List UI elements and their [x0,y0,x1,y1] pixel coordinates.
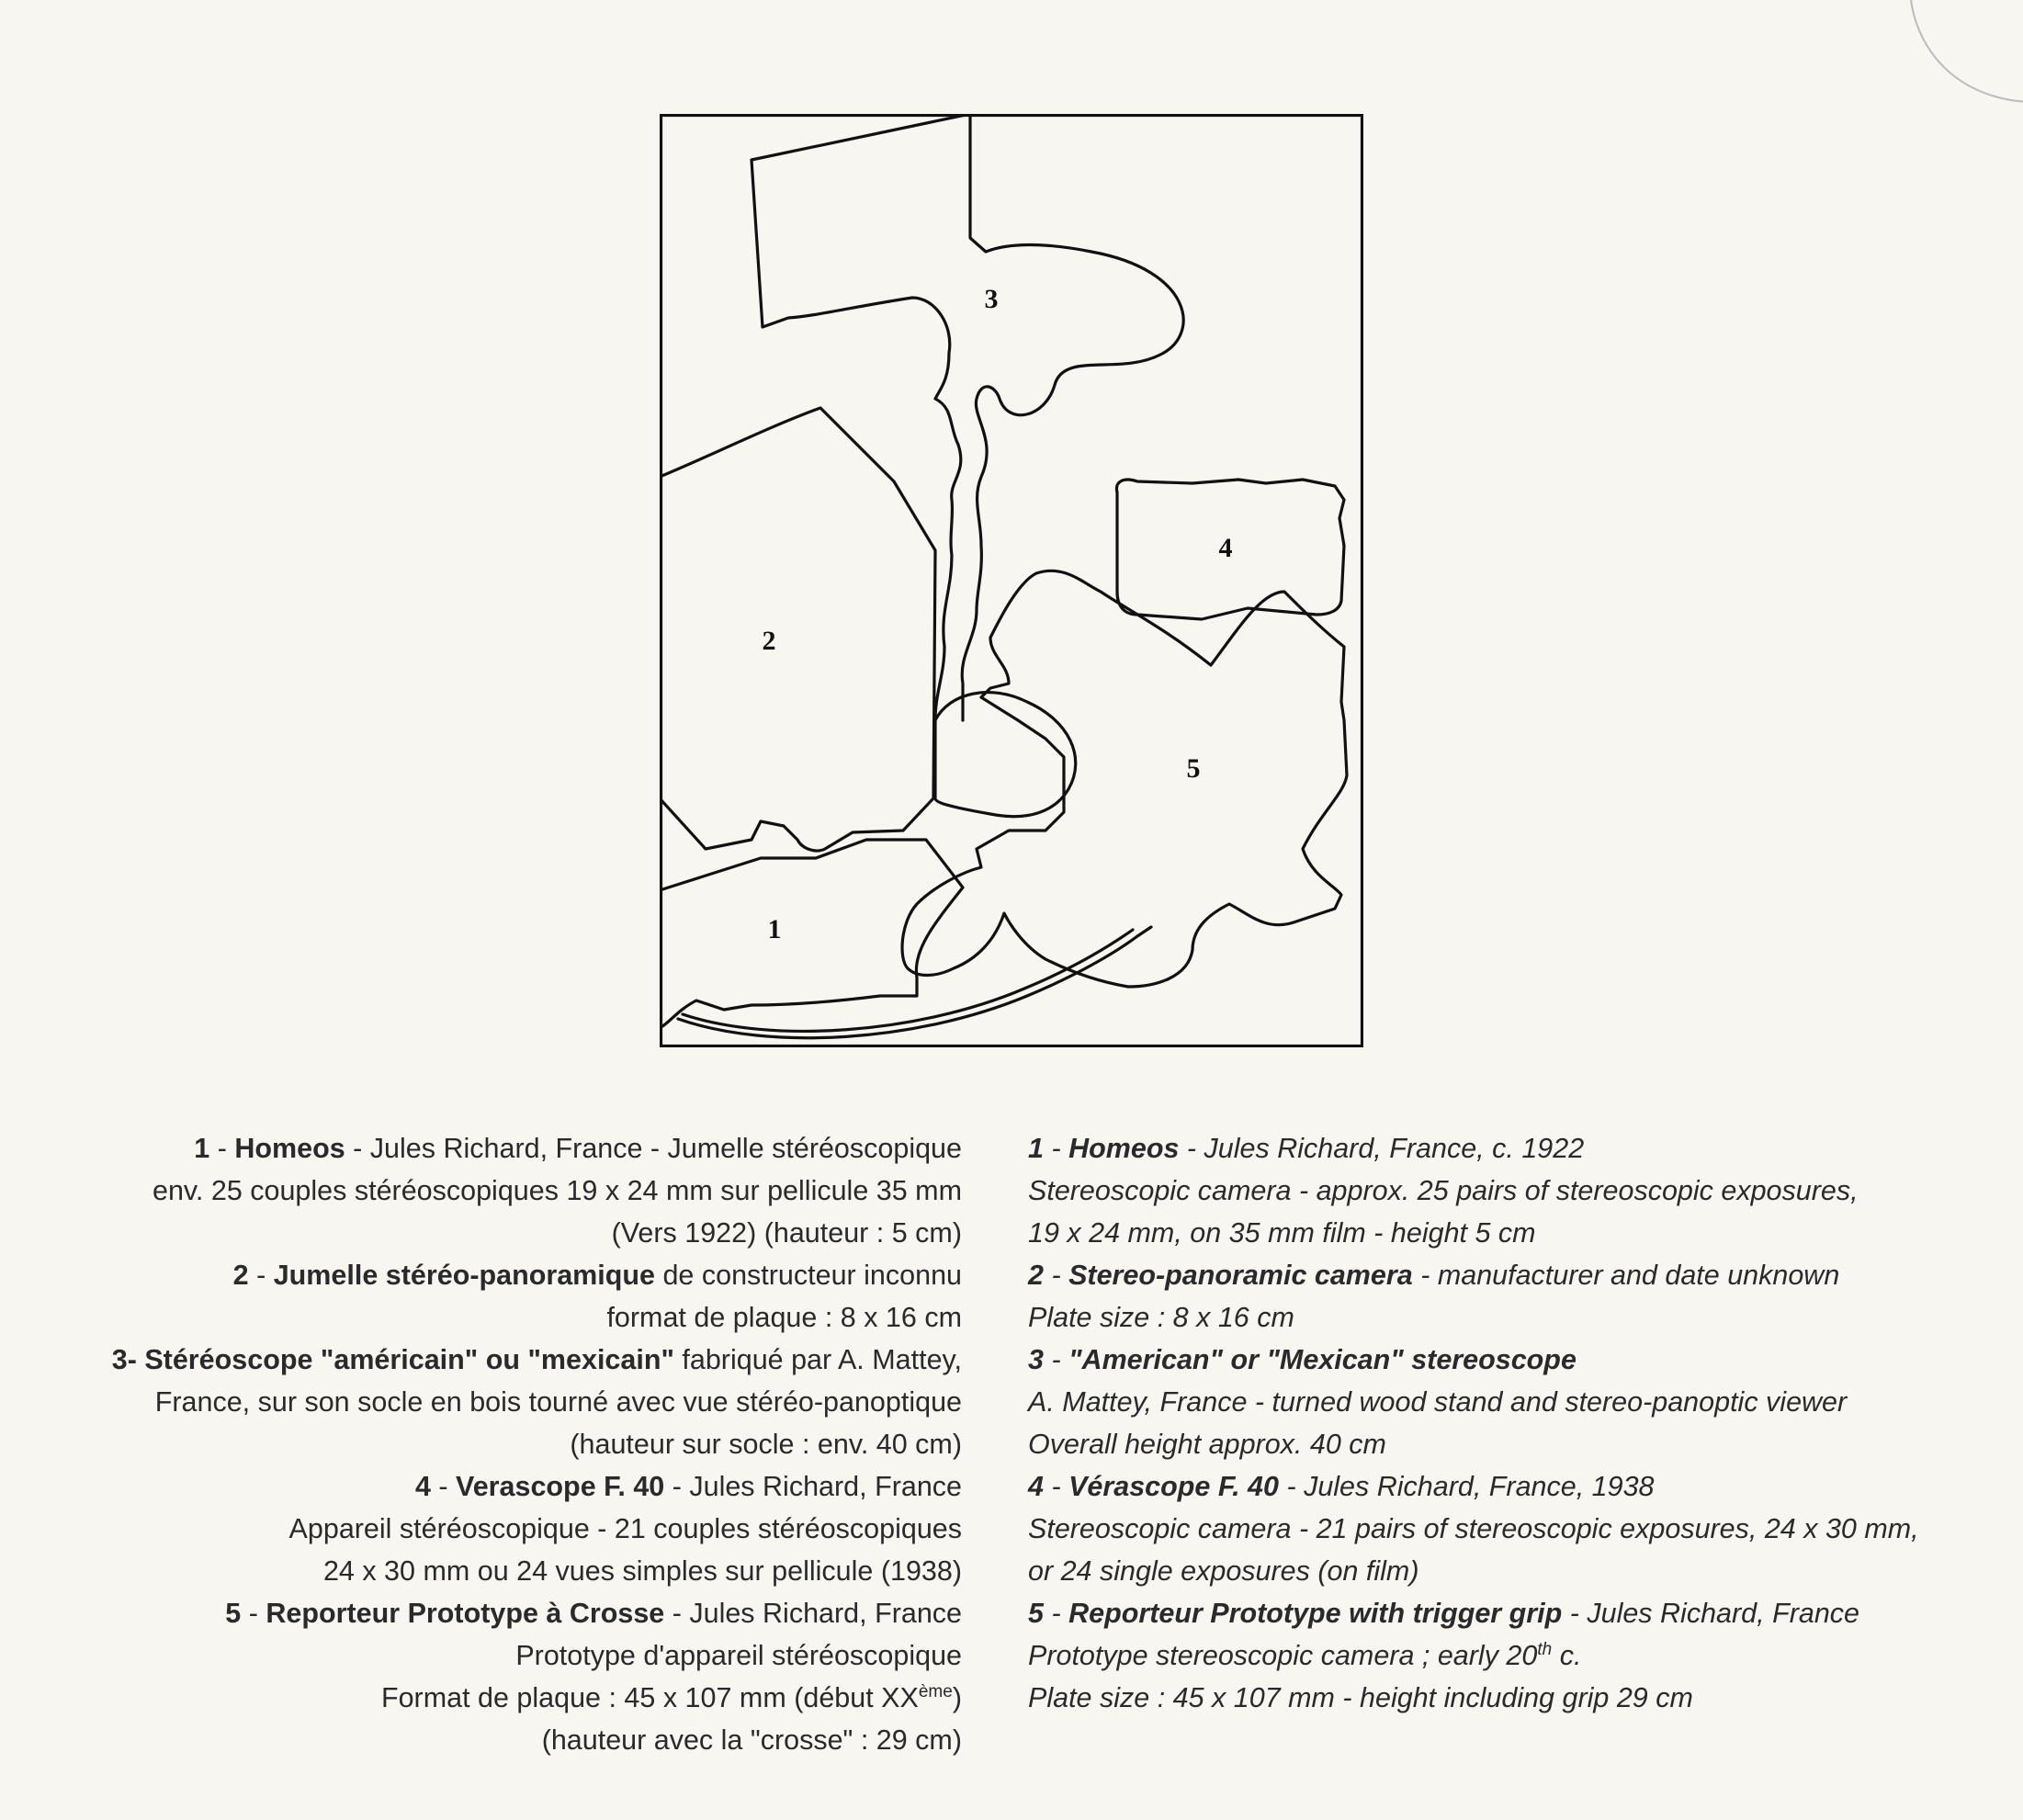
fr-item-3-line: France, sur son socle en bois tourné avec vue stéréo-panoptique [154,1386,962,1418]
en-item-1-name: Homeos [1068,1133,1180,1164]
fr-item-5-format-line [43,1677,962,1719]
fr-item-4-sep: - [430,1471,457,1502]
fr-item-2-line: format de plaque : 8 x 16 cm [606,1302,962,1333]
fr-item-5-line: Prototype d'appareil stéréoscopique [515,1640,962,1671]
fr-item-1-rest: - Jules Richard, France - Jumelle stéréoscopique [345,1133,962,1164]
en-item-4-line: or 24 single exposures (on film) [1028,1555,1419,1587]
en-item-3-line: Overall height approx. 40 cm [1028,1429,1386,1460]
en-item-5-heading [1028,1592,1983,1634]
fr-item-2-name: Jumelle stéréo-panoramique [273,1260,655,1291]
fr-item-5-name: Reporteur Prototype à Crosse [266,1598,665,1629]
en-item-2-heading [1028,1254,1983,1296]
caption-french [43,1127,962,1761]
en-item-2-sep: - [1043,1260,1069,1291]
fr-item-4-name: Verascope F. 40 [456,1471,665,1502]
en-item-5-line: Plate size : 45 x 107 mm - height including grip 29 cm [1028,1682,1693,1713]
fr-item-4-line: 24 x 30 mm ou 24 vues simples sur pellicule (1938) [322,1555,962,1587]
outline-homeos [660,840,963,1028]
fr-item-5-number: 5 [225,1598,242,1629]
en-item-2-rest: - manufacturer and date unknown [1412,1260,1840,1291]
en-item-1-line: 19 x 24 mm, on 35 mm film - height 5 cm [1028,1217,1536,1249]
en-item-3-sep: - [1043,1344,1069,1375]
fr-item-1-number: 1 [194,1133,210,1164]
en-item-2-name: Stereo-panoramic camera [1068,1260,1413,1291]
fr-item-5-rest: - Jules Richard, France [664,1598,962,1629]
fr-item-5-last-line: (hauteur avec la "crosse" : 29 cm) [541,1724,962,1756]
fr-item-5-heading [43,1592,962,1634]
en-item-1-rest: - Jules Richard, France, c. 1922 [1179,1133,1585,1164]
diagram-label-3: 3 [984,284,999,314]
en-item-1-number: 1 [1028,1133,1044,1164]
en-item-2-line: Plate size : 8 x 16 cm [1028,1302,1294,1333]
corner-curve-decoration [1893,0,2023,129]
en-item-1-heading [1028,1127,1983,1170]
en-item-4-line: Stereoscopic camera - 21 pairs of stereoscopic exposures, 24 x 30 mm, [1028,1513,1919,1544]
fr-item-2-sep: - [248,1260,274,1291]
fr-item-5-format-pre: Format de plaque : 45 x 107 mm (début XX [380,1682,919,1713]
outline-reporteur-prototype [902,571,1347,987]
en-item-3-line: A. Mattey, France - turned wood stand and stereo-panoptic viewer [1028,1386,1848,1418]
fr-item-4-heading [43,1465,962,1508]
fr-item-4-number: 4 [414,1471,431,1502]
fr-item-1-sep: - [209,1133,235,1164]
outline-trigger-cable [678,927,1151,1038]
en-item-5-proto-pre: Prototype stereoscopic camera ; early 20 [1028,1640,1538,1671]
en-item-3-number: 3 [1028,1344,1044,1375]
en-item-5-name: Reporteur Prototype with trigger grip [1068,1598,1563,1629]
fr-item-2-rest: de constructeur inconnu [654,1260,962,1291]
diagram-label-1: 1 [767,914,782,944]
en-item-3-name: "American" or "Mexican" stereoscope [1068,1344,1577,1375]
diagram-label-2: 2 [762,626,776,656]
fr-item-4-rest: - Jules Richard, France [664,1471,962,1502]
caption-english [1028,1127,1983,1719]
fr-item-2-heading [43,1254,962,1296]
fr-item-1-line: (Vers 1922) (hauteur : 5 cm) [611,1217,962,1249]
en-item-5-sep: - [1043,1598,1069,1629]
en-item-5-proto-sup: th [1537,1639,1553,1659]
fr-item-3-heading [43,1339,962,1381]
en-item-2-number: 2 [1028,1260,1044,1291]
fr-item-3-line: (hauteur sur socle : env. 40 cm) [570,1429,962,1460]
fr-item-3-name: Stéréoscope "américain" ou "mexicain" [144,1344,674,1375]
outline-stereoscope [752,114,1183,720]
en-item-5-proto-post: c. [1552,1640,1582,1671]
diagram-frame [661,116,1362,1046]
en-item-4-heading [1028,1465,1983,1508]
fr-item-1-heading [43,1127,962,1170]
en-item-4-rest: - Jules Richard, France, 1938 [1278,1471,1655,1502]
en-item-5-proto-line [1028,1634,1983,1677]
fr-item-1-name: Homeos [234,1133,345,1164]
en-item-4-number: 4 [1028,1471,1044,1502]
fr-item-3-sep: - [127,1344,145,1375]
object-key-diagram [660,114,1363,1047]
en-item-1-line: Stereoscopic camera - approx. 25 pairs of stereoscopic exposures, [1028,1175,1859,1206]
fr-item-5-format-post: ) [952,1682,962,1713]
outline-panoramic-camera [660,408,935,851]
diagram-label-4: 4 [1218,533,1233,563]
fr-item-3-number: 3 [111,1344,128,1375]
fr-item-1-line: env. 25 couples stéréoscopiques 19 x 24 mm sur pellicule 35 mm [153,1175,962,1206]
fr-item-4-line: Appareil stéréoscopique - 21 couples stéréoscopiques [288,1513,962,1544]
fr-item-5-format-sup: ème [918,1681,953,1701]
en-item-4-sep: - [1043,1471,1069,1502]
en-item-3-heading [1028,1339,1983,1381]
en-item-1-sep: - [1043,1133,1069,1164]
en-item-4-name: Vérascope F. 40 [1068,1471,1279,1502]
fr-item-5-sep: - [241,1598,266,1629]
en-item-5-number: 5 [1028,1598,1044,1629]
diagram-label-5: 5 [1186,753,1201,784]
fr-item-3-rest: fabriqué par A. Mattey, [673,1344,962,1375]
fr-item-2-number: 2 [232,1260,249,1291]
en-item-5-rest: - Jules Richard, France [1562,1598,1859,1629]
